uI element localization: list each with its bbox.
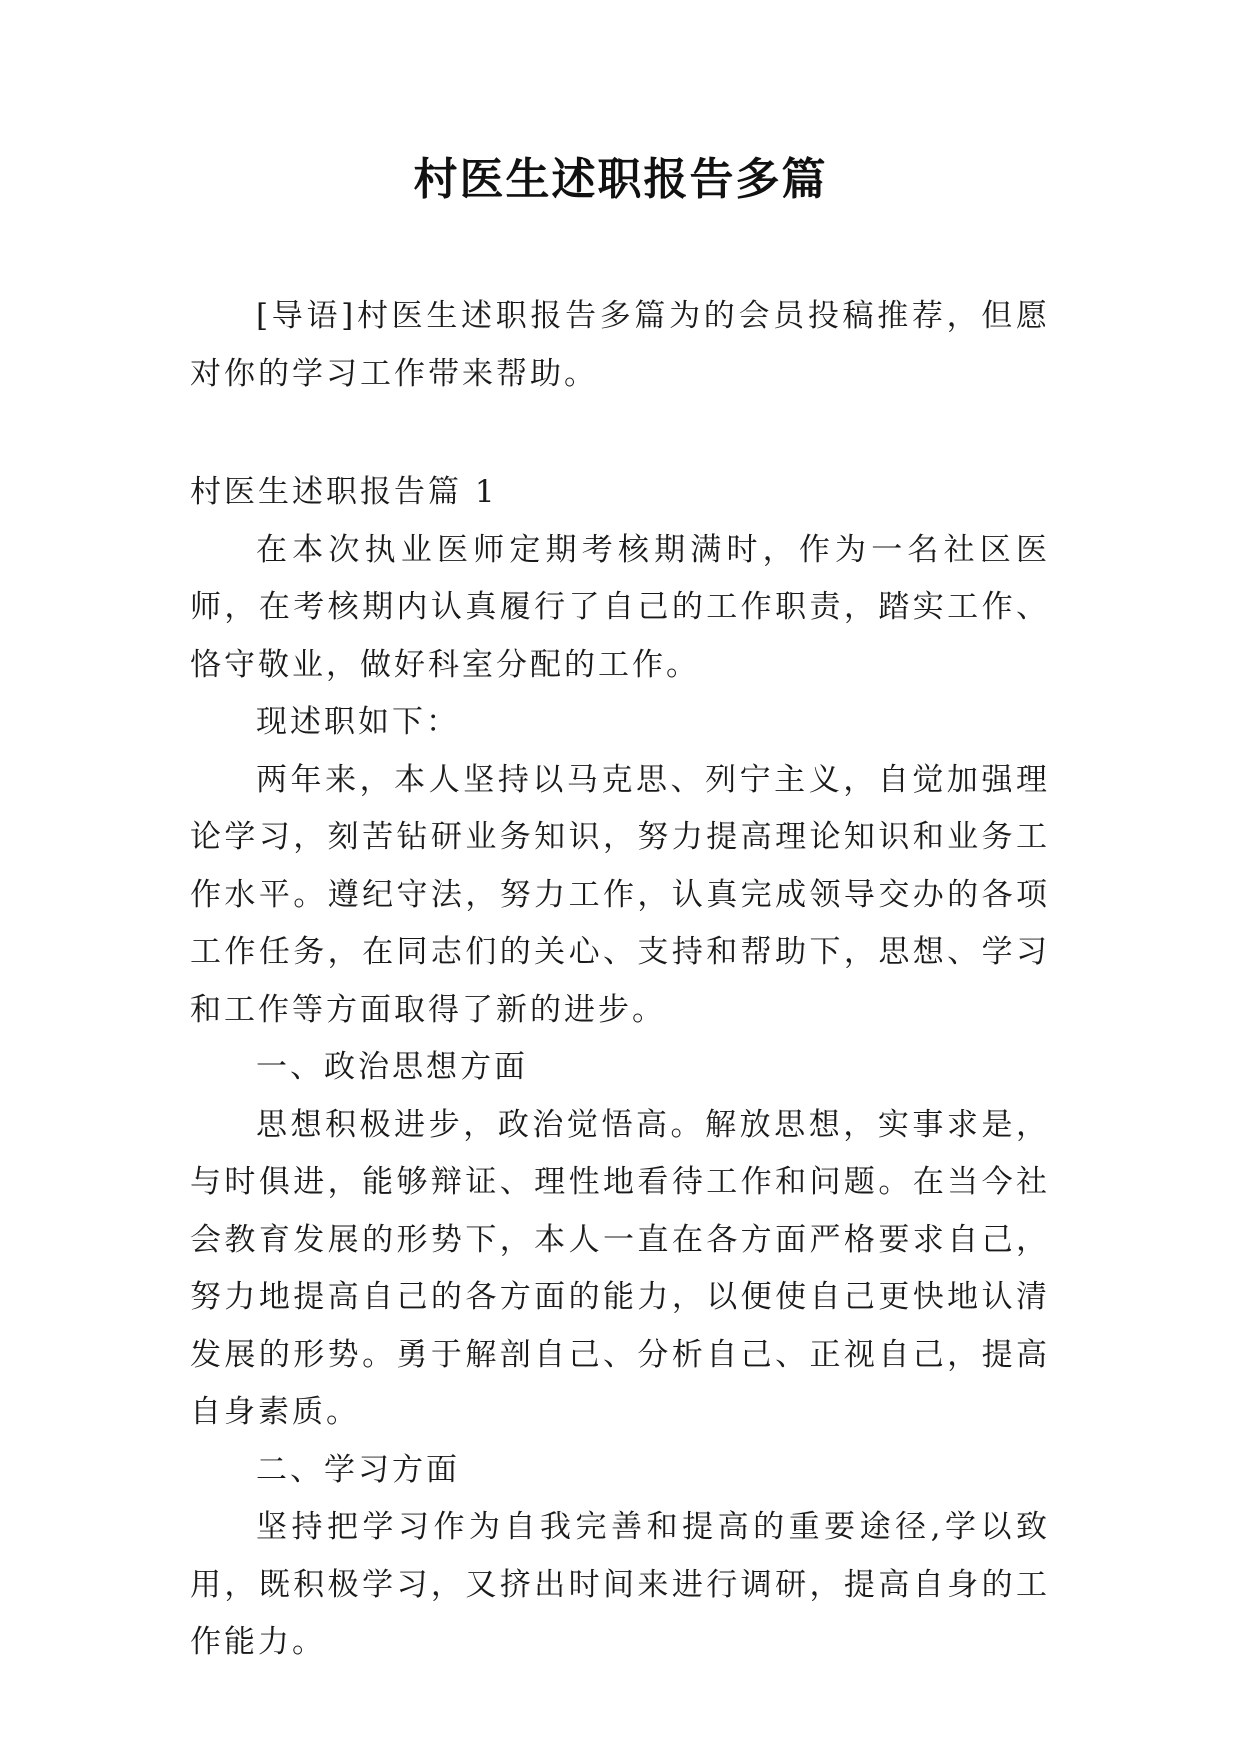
paragraph: 现述职如下： — [256, 704, 460, 740]
paragraph: 两年来，本人坚持以马克思、列宁主义，自觉加强理论学习，刻苦钻研业务知识，努力提高理论知识和业务工作水平。遵纪守法，努力工作，认真完成领导交办的各项工作任务，在同志们的关心、支持和帮助下，思想、学习和工作等方面取得了新的进步。 — [190, 761, 1050, 1028]
intro-block — [190, 287, 1050, 403]
document-title: 村医生述职报告多篇 — [413, 154, 828, 205]
report-body — [190, 464, 1050, 1672]
subsection-heading: 一、政治思想方面 — [256, 1049, 528, 1085]
paragraph: 坚持把学习作为自我完善和提高的重要途径,学以致用，既积极学习，又挤出时间来进行调研，提高自身的工作能力。 — [190, 1509, 1050, 1660]
paragraph: 思想积极进步，政治觉悟高。解放思想，实事求是，与时俱进，能够辩证、理性地看待工作和问题。在当今社会教育发展的形势下，本人一直在各方面严格要求自己，努力地提高自己的各方面的能力，以便使自己更快地认清发展的形势。勇于解剖自己、分析自己、正视自己，提高自身素质。 — [190, 1106, 1050, 1430]
subsection-heading: 二、学习方面 — [256, 1451, 460, 1488]
paragraph: 在本次执业医师定期考核期满时，作为一名社区医师，在考核期内认真履行了自己的工作职责，踏实工作、恪守敬业，做好科室分配的工作。 — [190, 531, 1050, 683]
intro-paragraph: [导语]村医生述职报告多篇为的会员投稿推荐，但愿对你的学习工作带来帮助。 — [190, 298, 1050, 392]
section-heading: 村医生述职报告篇 1 — [190, 474, 498, 510]
